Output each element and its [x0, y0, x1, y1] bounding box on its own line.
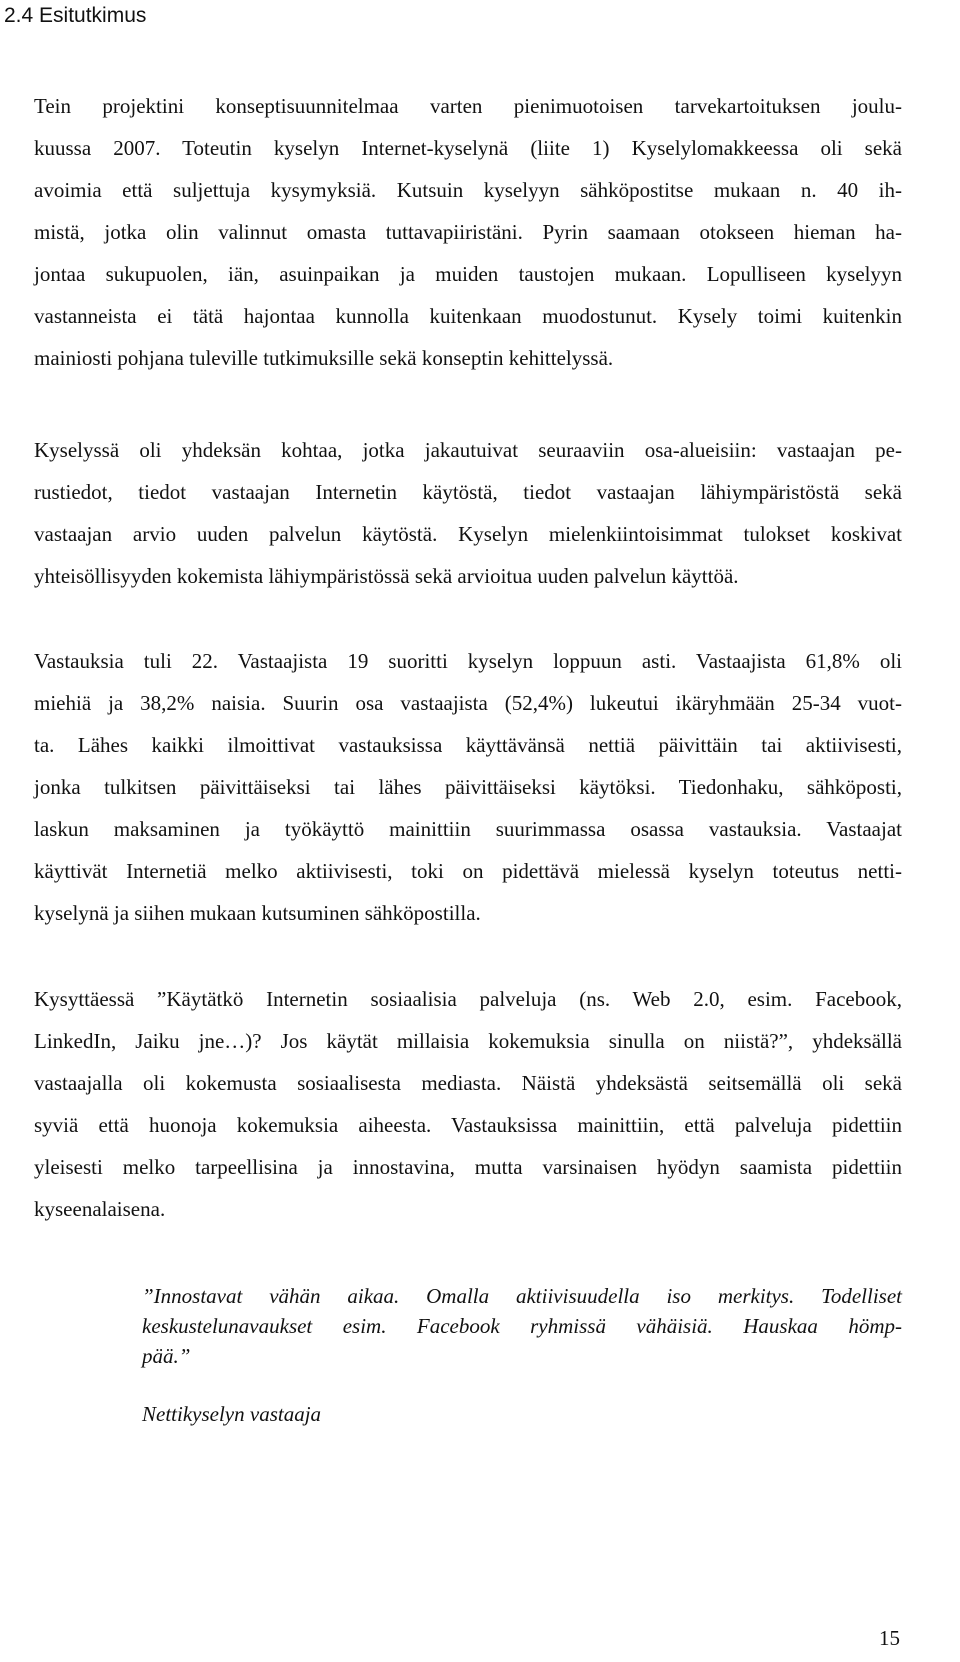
- quote-attribution: Nettikyselyn vastaaja: [142, 1402, 322, 1426]
- paragraph-line: mistä, jotka olin valinnut omasta tuttavapiiristäni. Pyrin saamaan otokseen hieman ha-: [34, 220, 902, 244]
- paragraph-line: kyselynä ja siihen mukaan kutsuminen sähköpostilla.: [34, 901, 481, 925]
- quote-line: pää.”: [142, 1344, 191, 1368]
- page-number: 15: [879, 1626, 900, 1650]
- paragraph-line: jonka tulkitsen päivittäiseksi tai lähes päivittäiseksi käytöksi. Tiedonhaku, sähköposti,: [34, 775, 902, 799]
- paragraph-line: LinkedIn, Jaiku jne…)? Jos käytät millaisia kokemuksia sinulla on niistä?”, yhdeksällä: [34, 1029, 902, 1053]
- paragraph-line: yhteisöllisyyden kokemista lähiympäristössä sekä arvioitua uuden palvelun käyttöä.: [34, 564, 739, 588]
- paragraph-line: vastanneista ei tätä hajontaa kunnolla kuitenkaan muodostunut. Kysely toimi kuitenkin: [34, 304, 902, 328]
- paragraph-line: mainiosti pohjana tuleville tutkimuksille sekä konseptin kehittelyssä.: [34, 346, 614, 370]
- paragraph-line: yleisesti melko tarpeellisina ja innostavina, mutta varsinaisen hyödyn saamista pidettiin: [34, 1155, 902, 1179]
- paragraph-line: avoimia että suljettuja kysymyksiä. Kutsuin kyselyyn sähköpostitse mukaan n. 40 ih-: [34, 178, 902, 202]
- paragraph-line: kyseenalaisena.: [34, 1197, 166, 1221]
- paragraph-line: Kysyttäessä ”Käytätkö Internetin sosiaalisia palveluja (ns. Web 2.0, esim. Facebook,: [34, 987, 902, 1011]
- paragraph-line: Tein projektini konseptisuunnitelmaa varten pienimuotoisen tarvekartoituksen joulu-: [34, 94, 902, 118]
- paragraph-line: Kyselyssä oli yhdeksän kohtaa, jotka jakautuivat seuraaviin osa-alueisiin: vastaajan pe-: [34, 438, 902, 462]
- paragraph-line: syviä että huonoja kokemuksia aiheesta. Vastauksissa mainittiin, että palveluja pidettiin: [34, 1113, 902, 1137]
- quote-line: ”Innostavat vähän aikaa. Omalla aktiivisuudella iso merkitys. Todelliset: [142, 1284, 902, 1308]
- paragraph-line: jontaa sukupuolen, iän, asuinpaikan ja muiden taustojen mukaan. Lopulliseen kyselyyn: [34, 262, 902, 286]
- paragraph-line: Vastauksia tuli 22. Vastaajista 19 suoritti kyselyn loppuun asti. Vastaajista 61,8% oli: [34, 649, 902, 673]
- paragraph-line: miehiä ja 38,2% naisia. Suurin osa vastaajista (52,4%) lukeutui ikäryhmään 25-34 vuot-: [34, 691, 902, 715]
- paragraph-line: vastaajalla oli kokemusta sosiaalisesta mediasta. Näistä yhdeksästä seitsemällä oli sekä: [34, 1071, 902, 1095]
- paragraph-line: vastaajan arvio uuden palvelun käytöstä. Kyselyn mielenkiintoisimmat tulokset koskivat: [34, 522, 902, 546]
- paragraph-line: käyttivät Internetiä melko aktiivisesti, toki on pidettävä mielessä kyselyn toteutus netti-: [34, 859, 902, 883]
- paragraph-line: laskun maksaminen ja työkäyttö mainittiin suurimmassa osassa vastauksia. Vastaajat: [34, 817, 902, 841]
- paragraph-line: ta. Lähes kaikki ilmoittivat vastauksissa käyttävänsä nettiä päivittäin tai aktiivisesti,: [34, 733, 902, 757]
- paragraph-line: rustiedot, tiedot vastaajan Internetin käytöstä, tiedot vastaajan lähiympäristöstä sekä: [34, 480, 902, 504]
- paragraph-line: kuussa 2007. Toteutin kyselyn Internet-kyselynä (liite 1) Kyselylomakkeessa oli sekä: [34, 136, 902, 160]
- section-heading: 2.4 Esitutkimus: [4, 4, 147, 27]
- quote-line: keskustelunavaukset esim. Facebook ryhmissä vähäisiä. Hauskaa hömp-: [142, 1314, 902, 1338]
